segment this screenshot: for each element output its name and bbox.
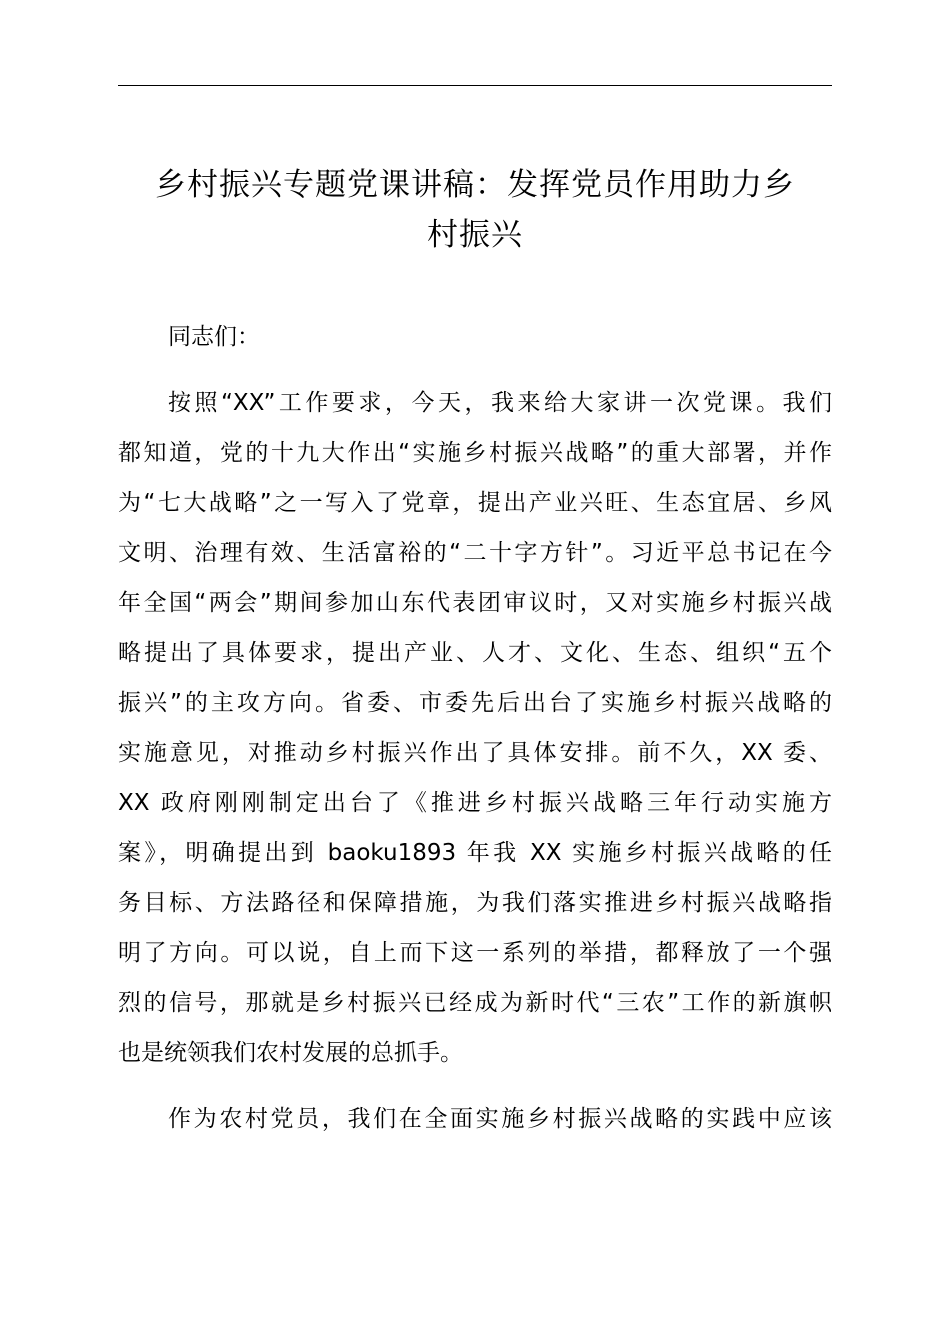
document-title <box>118 160 832 260</box>
paragraph-gap <box>118 1078 832 1094</box>
paragraph-line: 文明、治理有效、生活富裕的“二十字方针”。习近平总书记在今 <box>118 540 832 566</box>
paragraph-line: 年全国“两会”期间参加山东代表团审议时，又对实施乡村振兴战 <box>118 590 832 616</box>
paragraph-line: 为“七大战略”之一写入了党章，提出产业兴旺、生态宜居、乡风 <box>118 490 832 516</box>
paragraph-gap <box>118 362 832 378</box>
paragraph-line: 都知道，党的十九大作出“实施乡村振兴战略”的重大部署，并作 <box>118 440 832 466</box>
title-line: 乡村振兴专题党课讲稿：发挥党员作用助力乡 <box>155 167 795 203</box>
paragraph-1 <box>118 378 832 1078</box>
header-rule <box>118 85 832 86</box>
salutation <box>118 312 832 362</box>
paragraph-line: 明了方向。可以说，自上而下这一系列的举措，都释放了一个强 <box>118 940 832 966</box>
paragraph-line: 振兴”的主攻方向。省委、市委先后出台了实施乡村振兴战略的 <box>118 690 832 716</box>
paragraph-line: 务目标、方法路径和保障措施，为我们落实推进乡村振兴战略指 <box>118 890 832 916</box>
paragraph-line: 按照“XX”工作要求，今天，我来给大家讲一次党课。我们 <box>168 390 832 416</box>
salutation-line: 同志们： <box>168 324 260 350</box>
paragraph-line: XX 政府刚刚制定出台了《推进乡村振兴战略三年行动实施方 <box>118 790 832 816</box>
paragraph-line: 也是统领我们农村发展的总抓手。 <box>118 1040 463 1066</box>
paragraph-line: 烈的信号，那就是乡村振兴已经成为新时代“三农”工作的新旗帜 <box>118 990 832 1016</box>
paragraph-line: 作为农村党员，我们在全面实施乡村振兴战略的实践中应该 <box>168 1106 832 1132</box>
paragraph-line: 实施意见，对推动乡村振兴作出了具体安排。前不久，XX 委、 <box>118 740 832 766</box>
document-body <box>118 312 832 1144</box>
title-line: 村振兴 <box>427 217 523 253</box>
paragraph-2 <box>118 1094 832 1144</box>
paragraph-line: 案》，明确提出到 baoku1893 年我 XX 实施乡村振兴战略的任 <box>118 840 832 866</box>
paragraph-line: 略提出了具体要求，提出产业、人才、文化、生态、组织“五个 <box>118 640 832 666</box>
